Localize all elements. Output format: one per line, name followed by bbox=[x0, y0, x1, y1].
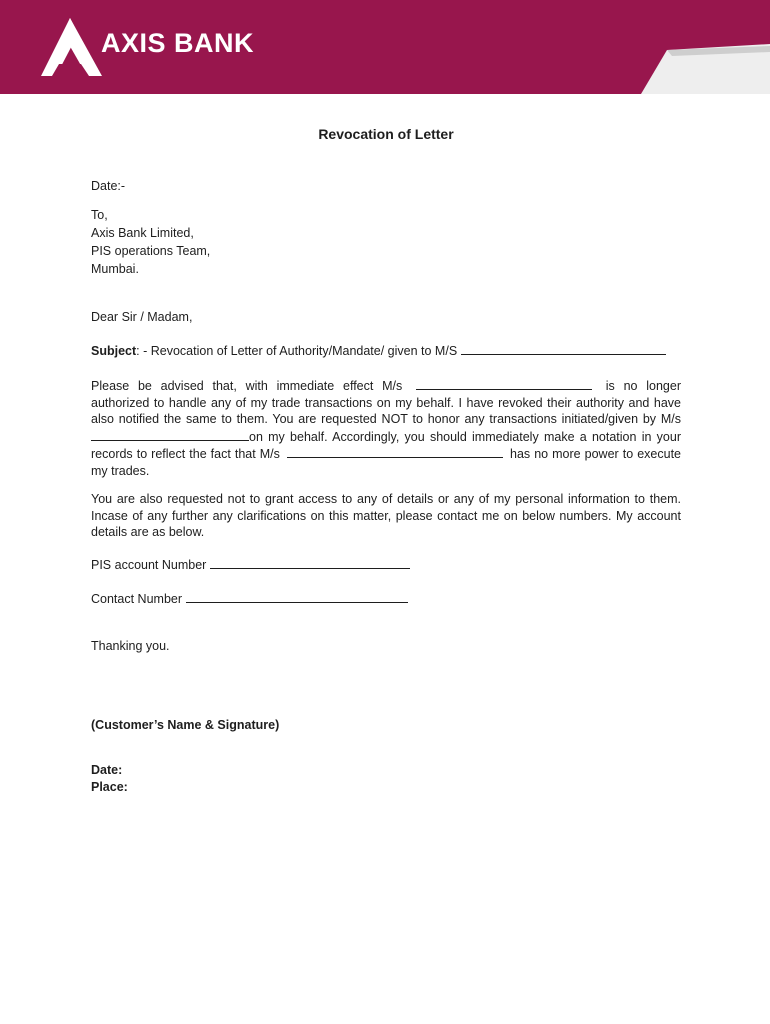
revocation-paragraph bbox=[91, 377, 681, 479]
date-label: Date:- bbox=[91, 179, 126, 193]
contact-number-label: Contact Number bbox=[91, 592, 183, 606]
address-line: Mumbai. bbox=[91, 262, 139, 276]
subject-blank bbox=[461, 342, 666, 355]
access-paragraph: You are also requested not to grant access to any of details or any of my personal information to them. Incase of any further any clarifications on this matter, please contact me on below numbers. My account details are as below. bbox=[91, 492, 681, 539]
subject-line bbox=[91, 342, 666, 360]
address-line: Axis Bank Limited, bbox=[91, 226, 194, 240]
contact-number-line bbox=[91, 590, 408, 608]
letter-title: Revocation of Letter bbox=[318, 126, 454, 142]
closing: Thanking you. bbox=[91, 639, 170, 653]
subject-label: Subject bbox=[91, 344, 137, 358]
contact-number-blank bbox=[186, 590, 408, 603]
brand-name: AXIS BANK bbox=[101, 28, 255, 58]
para1-part1: Please be advised that, with immediate effect M/s bbox=[91, 379, 403, 393]
pis-account-line bbox=[91, 556, 410, 574]
para1-part3: on my behalf. Accordingly, you should immediately make a notation in your records to reflect the fact that M/s bbox=[91, 429, 681, 461]
subject-text: : - Revocation of Letter of Authority/Mandate/ given to M/S bbox=[136, 344, 458, 358]
broker-name-blank-2 bbox=[91, 428, 249, 441]
letterhead-banner bbox=[0, 0, 770, 94]
pis-account-label: PIS account Number bbox=[91, 558, 207, 572]
para1-part4: has no more power to execute my trades. bbox=[91, 447, 681, 478]
pis-account-blank bbox=[210, 556, 410, 569]
address-line: To, bbox=[91, 208, 108, 222]
salutation: Dear Sir / Madam, bbox=[91, 310, 193, 324]
address-line: PIS operations Team, bbox=[91, 244, 211, 258]
broker-name-blank-3 bbox=[287, 445, 503, 458]
signature-label: (Customer’s Name & Signature) bbox=[91, 718, 280, 732]
footer-place-label: Place: bbox=[91, 780, 128, 794]
para1-part2: is no longer authorized to handle any of my trade transactions on my behalf. I have revoked their authority and have also notified the same to them. You are requested NOT to honor any transactions initiated/given by M/s bbox=[91, 379, 681, 426]
footer-date-label: Date: bbox=[91, 763, 123, 777]
broker-name-blank bbox=[416, 377, 592, 390]
